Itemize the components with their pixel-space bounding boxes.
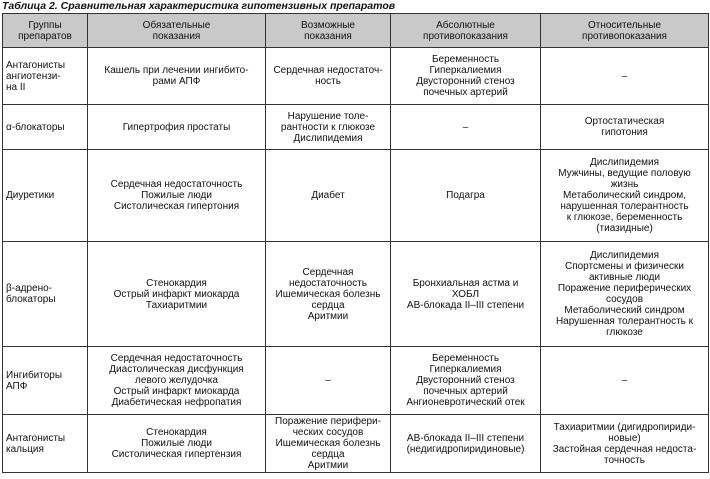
absolute-contraindications-cell: Беременность Гиперкалиемия Двусторонний стеноз почечных артерий	[391, 48, 541, 105]
relative-contraindications-cell: Ортостатическая гипотония	[541, 105, 709, 150]
header-mandatory-indications: Обязательные показания	[88, 14, 266, 48]
mandatory-indications-cell: Кашель при лечении ингибито- рами АПФ	[88, 48, 266, 105]
header-absolute-contraindications: Абсолютные противопоказания	[391, 14, 541, 48]
mandatory-indications-cell: Гипертрофия простаты	[88, 105, 266, 150]
header-relative-contraindications: Относительные противопоказания	[541, 14, 709, 48]
mandatory-indications-cell: Сердечная недостаточность Пожилые люди Систолическая гипертония	[88, 150, 266, 242]
mandatory-indications-cell: Стенокардия Острый инфаркт миокарда Тахиаритмии	[88, 242, 266, 347]
table-header-row	[3, 14, 709, 48]
table-row	[3, 105, 709, 150]
possible-indications-cell: Диабет	[266, 150, 391, 242]
absolute-contraindications-cell: –	[391, 105, 541, 150]
possible-indications-cell: –	[266, 347, 391, 415]
table-row	[3, 150, 709, 242]
drug-group-cell: Антагонисты ангиотензи- на II	[3, 48, 88, 105]
mandatory-indications-cell: Стенокардия Пожилые люди Систолическая гипертензия	[88, 415, 266, 473]
relative-contraindications-cell: Тахиаритмии (дигидропириди- новые) Застойная сердечная недоста- точность	[541, 415, 709, 473]
absolute-contraindications-cell: Беременность Гиперкалиемия Двусторонний стеноз почечных артерий Ангионевротический отек	[391, 347, 541, 415]
header-possible-indications: Возможные показания	[266, 14, 391, 48]
drug-group-cell: Антагонисты кальция	[3, 415, 88, 473]
table-row	[3, 347, 709, 415]
possible-indications-cell: Сердечная недостаточ- ность	[266, 48, 391, 105]
relative-contraindications-cell: Дислипидемия Мужчины, ведущие половую жизнь Метаболический синдром, нарушенная толерантность к глюкозе, беременность (тиазидные)	[541, 150, 709, 242]
header-drug-groups: Группы препаратов	[3, 14, 88, 48]
absolute-contraindications-cell: Подагра	[391, 150, 541, 242]
possible-indications-cell: Поражение перифери- ческих сосудов Ишемическая болезнь сердца Аритмии	[266, 415, 391, 473]
relative-contraindications-cell: –	[541, 347, 709, 415]
table-row	[3, 48, 709, 105]
possible-indications-cell: Нарушение толе- рантности к глюкозе Дислипидемия	[266, 105, 391, 150]
table-row	[3, 415, 709, 473]
relative-contraindications-cell: –	[541, 48, 709, 105]
mandatory-indications-cell: Сердечная недостаточность Диастолическая дисфункция левого желудочка Острый инфаркт миокарда Диабетическая нефропатия	[88, 347, 266, 415]
drug-group-cell: Диуретики	[3, 150, 88, 242]
absolute-contraindications-cell: АВ-блокада II–III степени (недигидропиридиновые)	[391, 415, 541, 473]
absolute-contraindications-cell: Бронхиальная астма и ХОБЛ АВ-блокада II–III степени	[391, 242, 541, 347]
relative-contraindications-cell: Дислипидемия Спортсмены и физически активные люди Поражение периферических сосудов Метаболический синдром Нарушенная толерантность к глюкозе	[541, 242, 709, 347]
possible-indications-cell: Сердечная недостаточность Ишемическая болезнь сердца Аритмии	[266, 242, 391, 347]
antihypertensive-comparison-table	[2, 13, 709, 473]
drug-group-cell: β-адрено- блокаторы	[3, 242, 88, 347]
table-row	[3, 242, 709, 347]
table-caption: Таблица 2. Сравнительная характеристика гипотензивных препаратов	[2, 0, 396, 12]
drug-group-cell: Ингибиторы АПФ	[3, 347, 88, 415]
drug-group-cell: α-блокаторы	[3, 105, 88, 150]
